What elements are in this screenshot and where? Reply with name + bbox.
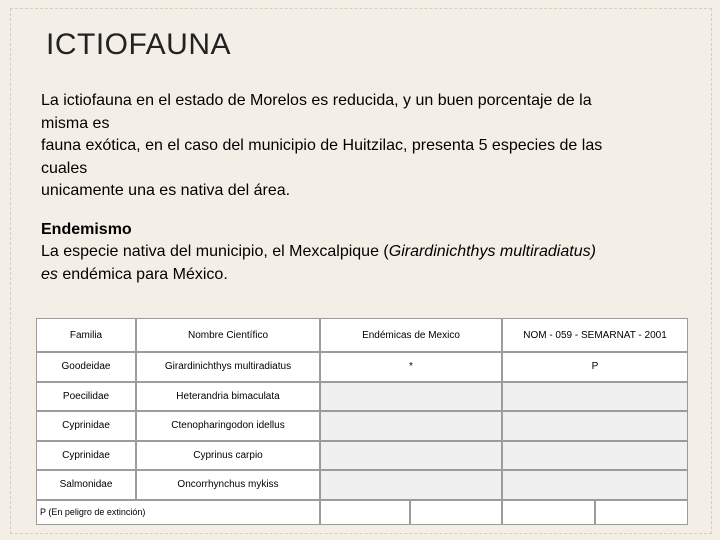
table-cell	[502, 500, 595, 526]
table-cell: Poecilidae	[36, 382, 136, 412]
table-cell	[410, 500, 502, 526]
table-cell	[595, 500, 688, 526]
slide-title: ICTIOFAUNA	[46, 28, 232, 61]
endemism-text: endémica para México.	[57, 265, 228, 283]
table-cell: *	[320, 352, 502, 382]
table-cell: Girardinichthys multiradiatus	[136, 352, 320, 382]
table-cell: Oncorrhynchus mykiss	[136, 470, 320, 500]
table-cell	[320, 470, 502, 500]
table-cell	[320, 411, 502, 441]
table-cell: Cyprinidae	[36, 441, 136, 471]
table-cell	[502, 382, 688, 412]
table-cell: Ctenopharingodon idellus	[136, 411, 320, 441]
species-table	[36, 318, 688, 525]
table-cell: Cyprinus carpio	[136, 441, 320, 471]
table-cell	[320, 382, 502, 412]
table-cell	[502, 411, 688, 441]
table-cell: Cyprinidae	[36, 411, 136, 441]
table-header-cell: NOM - 059 - SEMARNAT - 2001	[502, 318, 688, 352]
table-cell: Heterandria bimaculata	[136, 382, 320, 412]
table-cell: Salmonidae	[36, 470, 136, 500]
table-header-cell: Endémicas de Mexico	[320, 318, 502, 352]
endemism-line-2	[41, 264, 691, 287]
endemism-text: La especie nativa del municipio, el Mexcalpique (	[41, 243, 389, 260]
table-footnote: P (En peligro de extinción)	[36, 500, 320, 526]
table-cell	[320, 441, 502, 471]
table-cell	[502, 470, 688, 500]
paragraph-line: unicamente una es nativa del área.	[41, 182, 291, 199]
paragraph-line: fauna exótica, en el caso del municipio de Huitzilac, presenta 5 especies de las	[41, 137, 603, 154]
paragraph-line: misma es	[41, 114, 110, 132]
table-cell: P	[502, 352, 688, 382]
endemism-line-1	[41, 241, 691, 264]
table-cell	[320, 500, 410, 526]
body-text	[41, 90, 691, 286]
endemism-text: es	[41, 265, 58, 283]
table-header-cell: Familia	[36, 318, 136, 352]
table-cell: Goodeidae	[36, 352, 136, 382]
table-cell	[502, 441, 688, 471]
species-name: Girardinichthys multiradiatus)	[388, 243, 596, 260]
table-header-cell: Nombre Científico	[136, 318, 320, 352]
paragraph-line: cuales	[41, 159, 88, 177]
paragraph-line: La ictiofauna en el estado de Morelos es reducida, y un buen porcentaje de la	[41, 92, 592, 109]
endemism-heading: Endemismo	[41, 220, 132, 238]
